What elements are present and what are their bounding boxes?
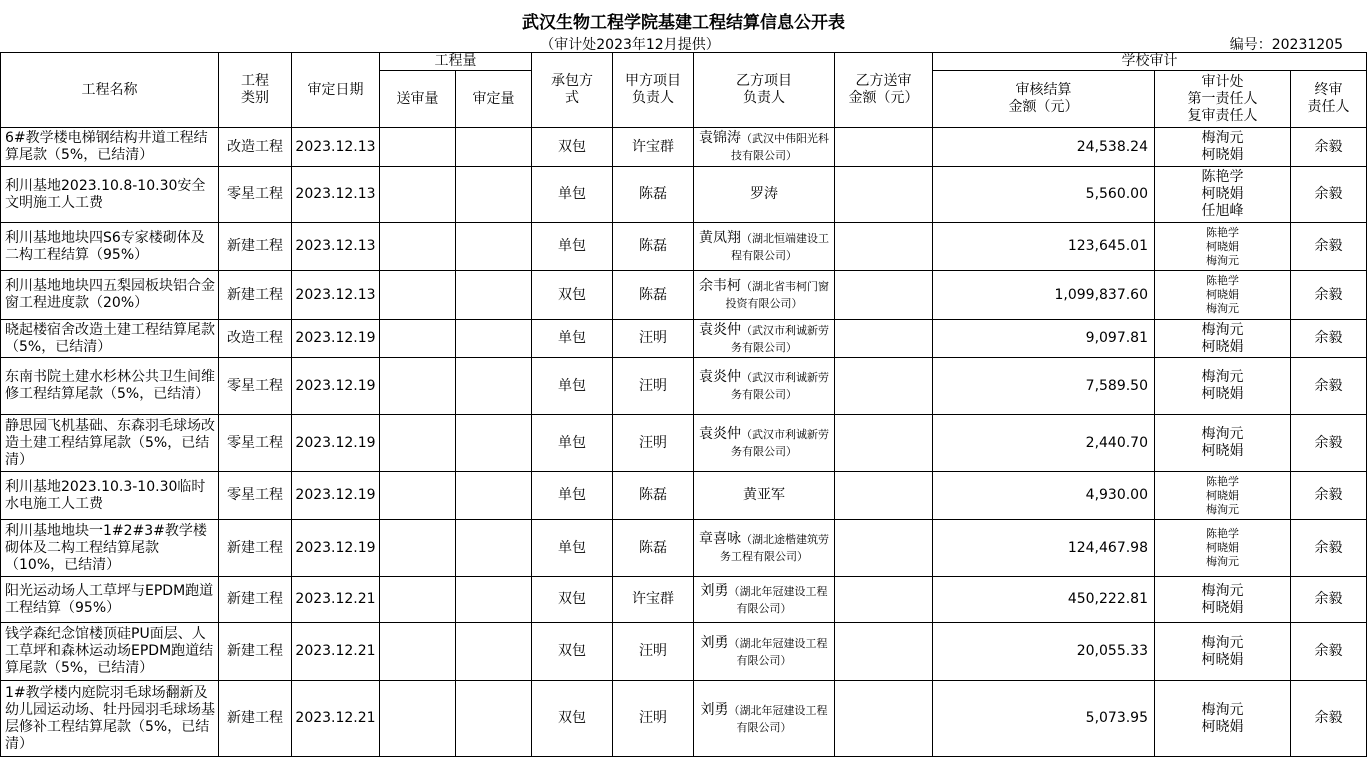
party-b-amount-cell bbox=[835, 472, 933, 520]
party-b-company: （武汉中伟阳光科技有限公司） bbox=[731, 132, 829, 162]
party-a-cell: 陈磊 bbox=[613, 167, 694, 223]
party-b-amount-cell bbox=[835, 415, 933, 472]
approval-date-cell: 2023.12.13 bbox=[292, 271, 380, 320]
audited-amount-cell: 20,055.33 bbox=[933, 623, 1155, 681]
table-row bbox=[1, 271, 1367, 320]
party-b-amount-cell bbox=[835, 577, 933, 623]
first-reviewer-cell bbox=[1155, 271, 1291, 320]
table-row bbox=[1, 577, 1367, 623]
reviewer-name: 柯晓娟 bbox=[1201, 186, 1244, 202]
project-type-cell: 零星工程 bbox=[219, 415, 292, 472]
approved-qty-cell bbox=[456, 520, 532, 577]
approval-date-cell: 2023.12.21 bbox=[292, 577, 380, 623]
audited-amount-cell: 24,538.24 bbox=[933, 128, 1155, 167]
party-a-cell: 陈磊 bbox=[613, 271, 694, 320]
reviewer-name: 梅洵元 bbox=[1201, 582, 1244, 599]
final-reviewer-cell: 余毅 bbox=[1291, 128, 1367, 167]
final-reviewer-cell: 余毅 bbox=[1291, 472, 1367, 520]
table-row bbox=[1, 167, 1367, 223]
reviewer-name: 梅洵元 bbox=[1201, 321, 1244, 338]
header-approved-qty: 审定量 bbox=[456, 71, 532, 128]
header-contract-mode: 承包方 式 bbox=[532, 53, 613, 128]
reviewer-name: 柯晓娟 bbox=[1201, 443, 1244, 459]
approval-date-cell: 2023.12.13 bbox=[292, 167, 380, 223]
first-reviewer-cell bbox=[1155, 623, 1291, 681]
party-b-cell bbox=[694, 223, 835, 271]
contract-mode-cell: 单包 bbox=[532, 358, 613, 415]
first-reviewer-cell bbox=[1155, 223, 1291, 271]
approval-date-cell: 2023.12.21 bbox=[292, 623, 380, 681]
party-b-company: （湖北年冠建设工程有限公司） bbox=[728, 703, 828, 734]
approved-qty-cell bbox=[456, 320, 532, 358]
reviewer-name: 柯晓娟 bbox=[1201, 338, 1244, 355]
submitted-qty-cell bbox=[380, 358, 456, 415]
final-reviewer-cell: 余毅 bbox=[1291, 223, 1367, 271]
party-b-person: 袁炎仲 bbox=[699, 369, 741, 385]
submitted-qty-cell bbox=[380, 128, 456, 167]
party-b-amount-cell bbox=[835, 320, 933, 358]
submitted-qty-cell bbox=[380, 577, 456, 623]
reviewer-name: 柯晓娟 bbox=[1201, 147, 1244, 163]
reviewer-name: 任旭峰 bbox=[1201, 203, 1244, 219]
final-reviewer-cell: 余毅 bbox=[1291, 320, 1367, 358]
party-a-cell: 许宝群 bbox=[613, 128, 694, 167]
party-b-company: （湖北年冠建设工程有限公司） bbox=[728, 636, 828, 667]
reviewer-name: 陈艳学 bbox=[1206, 527, 1239, 540]
reviewer-name: 梅洵元 bbox=[1206, 555, 1239, 568]
party-b-person: 章喜咏 bbox=[699, 531, 741, 547]
party-b-amount-cell bbox=[835, 520, 933, 577]
contract-mode-cell: 单包 bbox=[532, 320, 613, 358]
reviewer-name: 陈艳学 bbox=[1201, 169, 1244, 185]
party-b-amount-cell bbox=[835, 681, 933, 757]
submitted-qty-cell bbox=[380, 415, 456, 472]
first-reviewer-cell bbox=[1155, 128, 1291, 167]
party-a-cell: 汪明 bbox=[613, 415, 694, 472]
reviewer-name: 柯晓娟 bbox=[1201, 718, 1244, 735]
table-row bbox=[1, 320, 1367, 358]
submitted-qty-cell bbox=[380, 223, 456, 271]
party-b-cell bbox=[694, 167, 835, 223]
party-b-amount-cell bbox=[835, 167, 933, 223]
project-type-cell: 新建工程 bbox=[219, 577, 292, 623]
contract-mode-cell: 双包 bbox=[532, 577, 613, 623]
approved-qty-cell bbox=[456, 223, 532, 271]
header-audited-amount: 审核结算 金额（元） bbox=[933, 71, 1155, 128]
audited-amount-cell: 7,589.50 bbox=[933, 358, 1155, 415]
party-b-company: （武汉市利诚新劳务有限公司） bbox=[731, 371, 829, 401]
party-b-person: 袁炎仲 bbox=[699, 321, 741, 338]
contract-mode-cell: 双包 bbox=[532, 271, 613, 320]
header-party-b-amount: 乙方送审 金额（元） bbox=[835, 53, 933, 128]
project-type-cell: 新建工程 bbox=[219, 520, 292, 577]
table-row bbox=[1, 623, 1367, 681]
settlement-table bbox=[0, 52, 1367, 757]
project-name-cell: 阳光运动场人工草坪与EPDM跑道工程结算（95%） bbox=[1, 577, 219, 623]
party-b-company: （湖北恒端建设工程有限公司） bbox=[731, 231, 829, 262]
reviewer-name: 陈艳学 bbox=[1206, 474, 1239, 488]
page-subtitle: （审计处2023年12月提供） bbox=[540, 37, 720, 53]
approval-date-cell: 2023.12.13 bbox=[292, 223, 380, 271]
party-a-cell: 陈磊 bbox=[613, 472, 694, 520]
approved-qty-cell bbox=[456, 577, 532, 623]
reviewer-name: 梅洵元 bbox=[1201, 369, 1244, 385]
final-reviewer-cell: 余毅 bbox=[1291, 520, 1367, 577]
party-b-cell bbox=[694, 320, 835, 358]
project-type-cell: 新建工程 bbox=[219, 271, 292, 320]
party-b-person: 余韦柯 bbox=[699, 278, 741, 294]
final-reviewer-cell: 余毅 bbox=[1291, 167, 1367, 223]
page-title: 武汉生物工程学院基建工程结算信息公开表 bbox=[522, 13, 845, 33]
header-submitted-qty: 送审量 bbox=[380, 71, 456, 128]
audited-amount-cell: 9,097.81 bbox=[933, 320, 1155, 358]
final-reviewer-cell: 余毅 bbox=[1291, 681, 1367, 757]
party-b-cell bbox=[694, 128, 835, 167]
party-b-person: 袁锦涛 bbox=[699, 130, 741, 146]
approval-date-cell: 2023.12.19 bbox=[292, 320, 380, 358]
contract-mode-cell: 单包 bbox=[532, 167, 613, 223]
first-reviewer-cell bbox=[1155, 167, 1291, 223]
party-b-cell bbox=[694, 472, 835, 520]
party-b-person: 刘勇 bbox=[700, 582, 729, 599]
approved-qty-cell bbox=[456, 271, 532, 320]
reviewer-name: 柯晓娟 bbox=[1201, 386, 1244, 402]
party-b-person: 袁炎仲 bbox=[699, 426, 741, 442]
party-b-company: （湖北年冠建设工程有限公司） bbox=[728, 584, 828, 615]
party-b-person: 刘勇 bbox=[700, 634, 729, 651]
header-quantity: 工程量 bbox=[380, 53, 532, 71]
party-b-cell bbox=[694, 415, 835, 472]
project-name-cell: 1#教学楼内庭院羽毛球场翻新及幼儿园运动场、牡丹园羽毛球场基层修补工程结算尾款（5%，已结清） bbox=[1, 681, 219, 757]
party-b-cell bbox=[694, 623, 835, 681]
contract-mode-cell: 单包 bbox=[532, 415, 613, 472]
document-number: 编号：20231205 bbox=[1229, 37, 1343, 53]
reviewer-name: 梅洵元 bbox=[1201, 701, 1244, 718]
table-row bbox=[1, 358, 1367, 415]
party-a-cell: 陈磊 bbox=[613, 520, 694, 577]
party-b-amount-cell bbox=[835, 223, 933, 271]
approved-qty-cell bbox=[456, 128, 532, 167]
reviewer-name: 柯晓娟 bbox=[1201, 651, 1244, 668]
header-name: 工程名称 bbox=[1, 53, 219, 128]
header-school-audit: 学校审计 bbox=[933, 53, 1367, 71]
audited-amount-cell: 2,440.70 bbox=[933, 415, 1155, 472]
header-final-reviewer: 终审 责任人 bbox=[1291, 71, 1367, 128]
reviewer-name: 柯晓娟 bbox=[1206, 288, 1239, 301]
table-row bbox=[1, 520, 1367, 577]
submitted-qty-cell bbox=[380, 320, 456, 358]
audited-amount-cell: 1,099,837.60 bbox=[933, 271, 1155, 320]
party-b-company: （武汉市利诚新劳务有限公司） bbox=[731, 323, 829, 354]
party-b-person: 黄凤翔 bbox=[699, 229, 741, 246]
party-a-cell: 许宝群 bbox=[613, 577, 694, 623]
party-a-cell: 汪明 bbox=[613, 320, 694, 358]
contract-mode-cell: 双包 bbox=[532, 128, 613, 167]
party-a-cell: 陈磊 bbox=[613, 223, 694, 271]
table-row bbox=[1, 472, 1367, 520]
project-type-cell: 零星工程 bbox=[219, 358, 292, 415]
party-b-cell bbox=[694, 358, 835, 415]
party-b-person: 黄亚军 bbox=[743, 487, 785, 503]
approval-date-cell: 2023.12.19 bbox=[292, 415, 380, 472]
party-b-amount-cell bbox=[835, 128, 933, 167]
table-row bbox=[1, 681, 1367, 757]
project-name-cell: 晓起楼宿舍改造土建工程结算尾款（5%，已结清） bbox=[1, 320, 219, 358]
contract-mode-cell: 双包 bbox=[532, 623, 613, 681]
approval-date-cell: 2023.12.19 bbox=[292, 520, 380, 577]
approved-qty-cell bbox=[456, 415, 532, 472]
header-party-a: 甲方项目 负责人 bbox=[613, 53, 694, 128]
audited-amount-cell: 4,930.00 bbox=[933, 472, 1155, 520]
audited-amount-cell: 450,222.81 bbox=[933, 577, 1155, 623]
final-reviewer-cell: 余毅 bbox=[1291, 358, 1367, 415]
final-reviewer-cell: 余毅 bbox=[1291, 577, 1367, 623]
party-b-company: （武汉市利诚新劳务有限公司） bbox=[731, 428, 829, 458]
submitted-qty-cell bbox=[380, 167, 456, 223]
approved-qty-cell bbox=[456, 167, 532, 223]
party-a-cell: 汪明 bbox=[613, 358, 694, 415]
project-name-cell: 东南书院土建水杉林公共卫生间维修工程结算尾款（5%，已结清） bbox=[1, 358, 219, 415]
header-first-reviewer: 审计处 第一责任人 复审责任人 bbox=[1155, 71, 1291, 128]
first-reviewer-cell bbox=[1155, 577, 1291, 623]
party-a-cell: 汪明 bbox=[613, 681, 694, 757]
reviewer-name: 梅洵元 bbox=[1201, 130, 1244, 146]
submitted-qty-cell bbox=[380, 681, 456, 757]
approval-date-cell: 2023.12.21 bbox=[292, 681, 380, 757]
party-b-company: （湖北途楷建筑劳务工程有限公司） bbox=[720, 533, 829, 563]
contract-mode-cell: 单包 bbox=[532, 520, 613, 577]
reviewer-name: 陈艳学 bbox=[1206, 274, 1239, 287]
party-b-amount-cell bbox=[835, 623, 933, 681]
submitted-qty-cell bbox=[380, 271, 456, 320]
approved-qty-cell bbox=[456, 472, 532, 520]
project-name-cell: 静思园飞机基础、东森羽毛球场改造土建工程结算尾款（5%，已结清） bbox=[1, 415, 219, 472]
first-reviewer-cell bbox=[1155, 415, 1291, 472]
approved-qty-cell bbox=[456, 358, 532, 415]
header-type: 工程 类别 bbox=[219, 53, 292, 128]
header-party-b: 乙方项目 负责人 bbox=[694, 53, 835, 128]
party-a-cell: 汪明 bbox=[613, 623, 694, 681]
audited-amount-cell: 123,645.01 bbox=[933, 223, 1155, 271]
project-type-cell: 改造工程 bbox=[219, 128, 292, 167]
project-type-cell: 零星工程 bbox=[219, 472, 292, 520]
project-name-cell: 钱学森纪念馆楼顶硅PU面层、人工草坪和森林运动场EPDM跑道结算尾款（5%，已结清） bbox=[1, 623, 219, 681]
reviewer-name: 梅洵元 bbox=[1206, 253, 1239, 267]
final-reviewer-cell: 余毅 bbox=[1291, 271, 1367, 320]
reviewer-name: 柯晓娟 bbox=[1206, 488, 1239, 502]
approved-qty-cell bbox=[456, 681, 532, 757]
project-type-cell: 改造工程 bbox=[219, 320, 292, 358]
project-name-cell: 利川基地地块四五梨园板块铝合金窗工程进度款（20%） bbox=[1, 271, 219, 320]
submitted-qty-cell bbox=[380, 520, 456, 577]
party-b-person: 刘勇 bbox=[700, 701, 729, 718]
reviewer-name: 柯晓娟 bbox=[1206, 541, 1239, 554]
reviewer-name: 梅洵元 bbox=[1206, 302, 1239, 315]
contract-mode-cell: 单包 bbox=[532, 223, 613, 271]
party-b-cell bbox=[694, 520, 835, 577]
party-b-cell bbox=[694, 577, 835, 623]
approval-date-cell: 2023.12.19 bbox=[292, 472, 380, 520]
party-b-amount-cell bbox=[835, 271, 933, 320]
table-row bbox=[1, 415, 1367, 472]
party-b-company: （湖北省韦柯门窗投资有限公司） bbox=[725, 280, 829, 310]
approval-date-cell: 2023.12.19 bbox=[292, 358, 380, 415]
table-row bbox=[1, 128, 1367, 167]
audited-amount-cell: 5,073.95 bbox=[933, 681, 1155, 757]
header-date: 审定日期 bbox=[292, 53, 380, 128]
final-reviewer-cell: 余毅 bbox=[1291, 415, 1367, 472]
approved-qty-cell bbox=[456, 623, 532, 681]
reviewer-name: 陈艳学 bbox=[1206, 225, 1239, 239]
project-name-cell: 利川基地2023.10.8-10.30安全文明施工人工费 bbox=[1, 167, 219, 223]
project-type-cell: 新建工程 bbox=[219, 223, 292, 271]
contract-mode-cell: 双包 bbox=[532, 681, 613, 757]
audited-amount-cell: 5,560.00 bbox=[933, 167, 1155, 223]
project-type-cell: 零星工程 bbox=[219, 167, 292, 223]
approval-date-cell: 2023.12.13 bbox=[292, 128, 380, 167]
project-type-cell: 新建工程 bbox=[219, 623, 292, 681]
reviewer-name: 梅洵元 bbox=[1201, 634, 1244, 651]
reviewer-name: 梅洵元 bbox=[1206, 502, 1239, 516]
first-reviewer-cell bbox=[1155, 320, 1291, 358]
party-b-cell bbox=[694, 271, 835, 320]
project-type-cell: 新建工程 bbox=[219, 681, 292, 757]
contract-mode-cell: 单包 bbox=[532, 472, 613, 520]
table-row bbox=[1, 223, 1367, 271]
party-b-cell bbox=[694, 681, 835, 757]
reviewer-name: 柯晓娟 bbox=[1206, 239, 1239, 253]
final-reviewer-cell: 余毅 bbox=[1291, 623, 1367, 681]
project-name-cell: 利川基地2023.10.3-10.30临时水电施工人工费 bbox=[1, 472, 219, 520]
reviewer-name: 柯晓娟 bbox=[1201, 599, 1244, 616]
audited-amount-cell: 124,467.98 bbox=[933, 520, 1155, 577]
project-name-cell: 6#教学楼电梯钢结构井道工程结算尾款（5%，已结清） bbox=[1, 128, 219, 167]
reviewer-name: 梅洵元 bbox=[1201, 426, 1244, 442]
submitted-qty-cell bbox=[380, 623, 456, 681]
party-b-amount-cell bbox=[835, 358, 933, 415]
party-b-person: 罗涛 bbox=[750, 186, 778, 202]
submitted-qty-cell bbox=[380, 472, 456, 520]
first-reviewer-cell bbox=[1155, 681, 1291, 757]
project-name-cell: 利川基地地块一1#2#3#教学楼砌体及二构工程结算尾款（10%，已结清） bbox=[1, 520, 219, 577]
first-reviewer-cell bbox=[1155, 472, 1291, 520]
first-reviewer-cell bbox=[1155, 358, 1291, 415]
first-reviewer-cell bbox=[1155, 520, 1291, 577]
project-name-cell: 利川基地地块四S6专家楼砌体及二构工程结算（95%） bbox=[1, 223, 219, 271]
